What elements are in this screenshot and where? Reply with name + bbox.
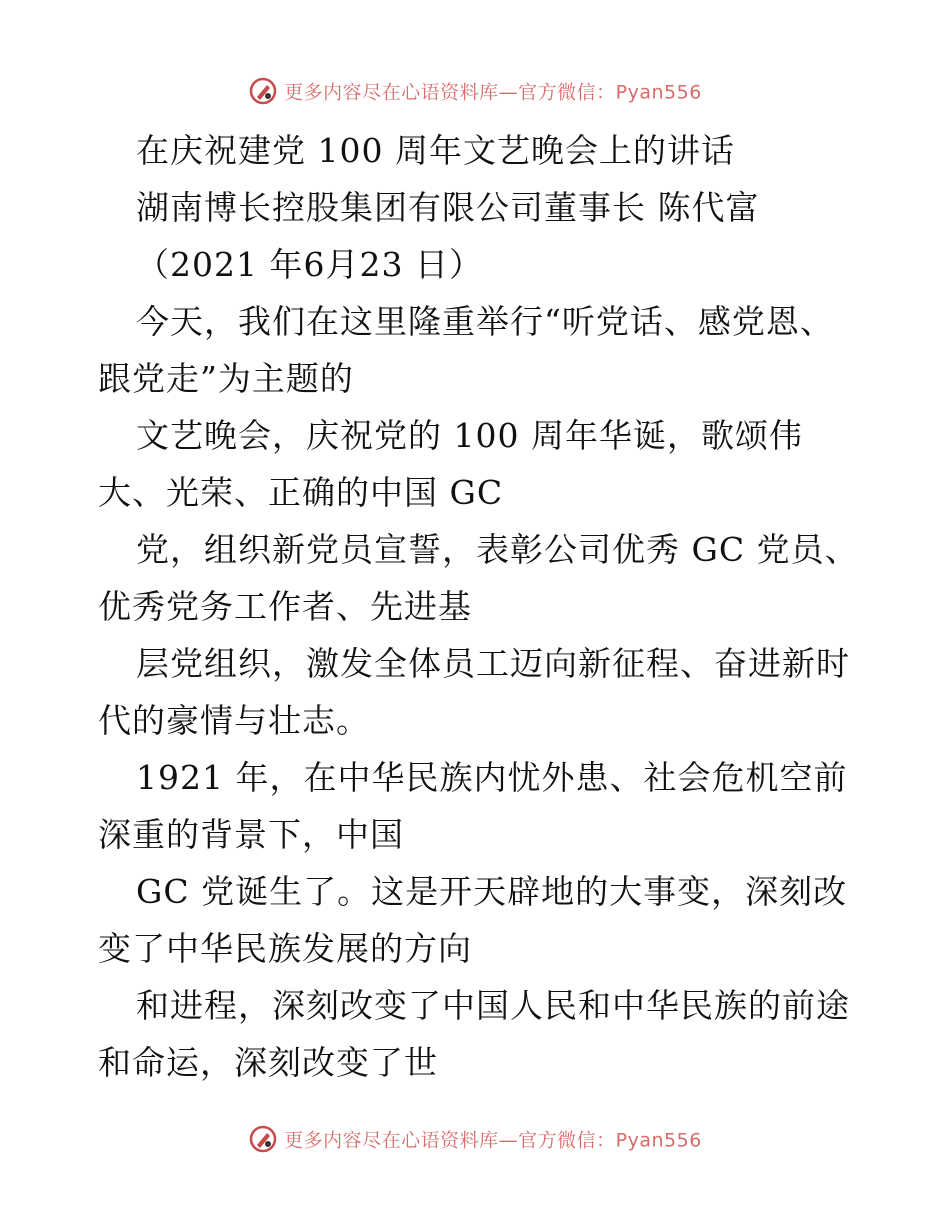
- paragraph-line: 和命运，深刻改变了世: [98, 1043, 438, 1082]
- paragraph-line: 1921 年，在中华民族内忧外患、社会危机空前: [136, 758, 848, 797]
- pen-logo-icon: [248, 1124, 278, 1154]
- watermark-text: 更多内容尽在心语资料库—官方微信：Pyan556: [284, 81, 702, 104]
- paragraph-line: 代的豪情与壮志。: [98, 701, 370, 740]
- watermark-bottom: [0, 1124, 950, 1154]
- document-title: 在庆祝建党 100 周年文艺晚会上的讲话: [136, 131, 735, 170]
- paragraph-line: 层党组织，激发全体员工迈向新征程、奋进新时: [136, 644, 850, 683]
- paragraph-line: 优秀党务工作者、先进基: [98, 587, 472, 626]
- paragraph-line: 跟党走”为主题的: [98, 359, 354, 398]
- document-date: （2021 年6月23 日）: [136, 245, 483, 284]
- document-author: 湖南博长控股集团有限公司董事长 陈代富: [136, 188, 760, 227]
- paragraph-line: GC 党诞生了。这是开天辟地的大事变，深刻改: [136, 872, 848, 911]
- paragraph-line: 和进程，深刻改变了中国人民和中华民族的前途: [136, 986, 850, 1025]
- watermark-top: [0, 76, 950, 106]
- document-body: [98, 122, 858, 1091]
- watermark-text: 更多内容尽在心语资料库—官方微信：Pyan556: [284, 1129, 702, 1152]
- paragraph-line: 大、光荣、正确的中国 GC: [98, 473, 504, 512]
- pen-logo-icon: [248, 76, 278, 106]
- paragraph-line: 党，组织新党员宣誓，表彰公司优秀 GC 党员、: [136, 530, 859, 569]
- paragraph-line: 今天，我们在这里隆重举行“听党话、感党恩、: [136, 302, 834, 341]
- paragraph-line: 文艺晚会，庆祝党的 100 周年华诞，歌颂伟: [136, 416, 803, 455]
- paragraph-line: 深重的背景下，中国: [98, 815, 404, 854]
- paragraph-line: 变了中华民族发展的方向: [98, 929, 472, 968]
